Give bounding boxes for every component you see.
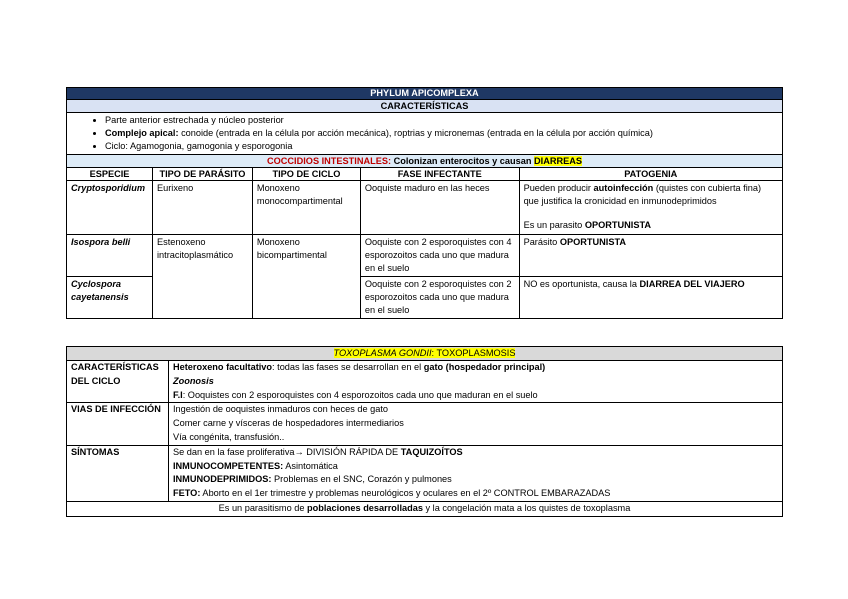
footer-row xyxy=(67,501,783,516)
phylum-title: PHYLUM APICOMPLEXA xyxy=(67,88,783,100)
column-header: ESPECIE xyxy=(67,168,153,181)
section-content: Ingestión de ooquistes inmaduros con heces de gato Comer carne y vísceras de hospedadores intermediarios Vía congénita, transfusión.. xyxy=(168,403,782,445)
characteristic-item: • Parte anterior estrechada y núcleo posterior xyxy=(105,114,782,127)
characteristics-cell xyxy=(67,113,783,155)
table-row xyxy=(67,361,783,403)
characteristics-header: CARACTERÍSTICAS xyxy=(67,100,783,113)
infective-phase-cell: Ooquiste con 2 esporoquistes con 4 esporozoitos cada uno que madura en el suelo xyxy=(360,235,519,277)
table-row xyxy=(67,235,783,277)
infective-phase-cell: Ooquiste maduro en las heces xyxy=(360,181,519,235)
coccidios-header xyxy=(67,155,783,168)
toxoplasma-table xyxy=(66,346,783,517)
characteristic-item: • Ciclo: Agamogonia, gamogonia y esporogonia xyxy=(105,140,782,153)
toxo-title-disease: : TOXOPLASMOSIS xyxy=(431,348,516,358)
phylum-apicomplexa-table xyxy=(66,87,783,319)
table-row xyxy=(67,403,783,445)
pathogenesis-cell: Parásito OPORTUNISTA xyxy=(519,235,782,277)
column-header: FASE INFECTANTE xyxy=(360,168,519,181)
coccidios-text: Colonizan enterocitos y causan xyxy=(391,156,534,166)
coccidios-label: COCCIDIOS INTESTINALES: xyxy=(267,156,392,166)
toxo-title-species: TOXOPLASMA GONDII xyxy=(333,348,432,358)
coccidios-highlight: DIARREAS xyxy=(534,156,582,166)
parasite-type-cell: Eurixeno xyxy=(152,181,252,235)
section-label: CARACTERÍSTICAS DEL CICLO xyxy=(67,361,169,403)
footer-note: Es un parasitismo de poblaciones desarrolladas y la congelación mata a los quistes de toxoplasma xyxy=(67,501,783,516)
section-label: SÍNTOMAS xyxy=(67,445,169,501)
pathogenesis-cell: NO es oportunista, causa la DIARREA DEL VIAJERO xyxy=(519,277,782,319)
arrow-icon: → xyxy=(294,446,304,457)
table-row xyxy=(67,445,783,501)
parasite-type-cell: Estenoxeno intracitoplasmático xyxy=(152,235,252,319)
characteristics-list xyxy=(67,114,782,153)
column-header: TIPO DE CICLO xyxy=(252,168,360,181)
cycle-type-cell: Monoxeno bicompartimental xyxy=(252,235,360,319)
cycle-type-cell: Monoxeno monocompartimental xyxy=(252,181,360,235)
section-label: VIAS DE INFECCIÓN xyxy=(67,403,169,445)
table-row xyxy=(67,181,783,235)
species-cell: Cryptosporidium xyxy=(67,181,153,235)
column-header-row xyxy=(67,168,783,181)
infective-phase-cell: Ooquiste con 2 esporoquistes con 2 esporozoitos cada uno que madura en el suelo xyxy=(360,277,519,319)
characteristic-item: • Complejo apical: conoide (entrada en la célula por acción mecánica), roptrias y micronemas (entrada en la célula por acción química) xyxy=(105,127,782,140)
pathogenesis-cell: Pueden producir autoinfección (quistes con cubierta fina) que justifica la cronicidad en inmunodeprimidos Es un parasito OPORTUNISTA xyxy=(519,181,782,235)
toxo-title xyxy=(67,347,783,361)
column-header: TIPO DE PARÁSITO xyxy=(152,168,252,181)
species-cell: Cyclospora cayetanensis xyxy=(67,277,153,319)
species-cell: Isospora belli xyxy=(67,235,153,277)
section-content: Heteroxeno facultativo: todas las fases se desarrollan en el gato (hospedador principal) Zoonosis F.I: Ooquistes con 2 esporoquistes con 4 esporozoitos cada uno que maduran en el suelo xyxy=(168,361,782,403)
column-header: PATOGENIA xyxy=(519,168,782,181)
section-content: Se dan en la fase proliferativa→ DIVISIÓN RÁPIDA DE TAQUIZOÍTOS INMUNOCOMPETENTES: Asintomática INMUNODEPRIMIDOS: Problemas en el SNC, Corazón y pulmones FETO: Aborto en el 1er trimestre y problemas neurológicos y oculares en el 2º CONTROL EMBARAZADAS xyxy=(168,445,782,501)
